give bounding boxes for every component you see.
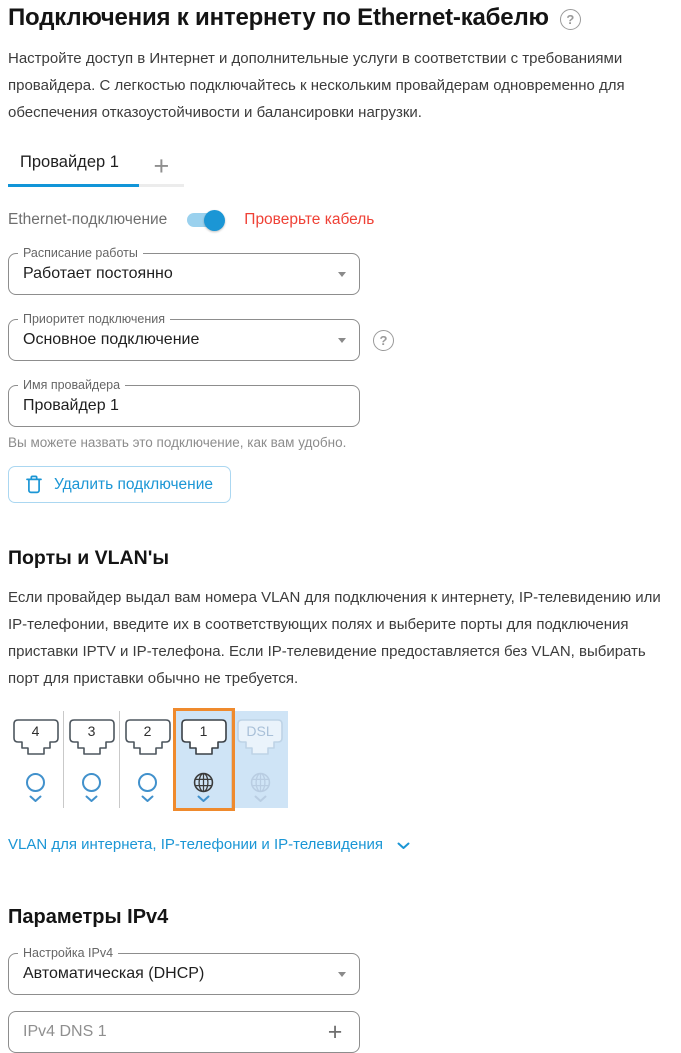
schedule-select[interactable] (8, 246, 360, 295)
port-label: 3 (87, 723, 96, 739)
chevron-down-icon (85, 795, 98, 803)
page-help-icon[interactable]: ? (560, 9, 581, 30)
ipv4-mode-label: Настройка IPv4 (18, 945, 118, 961)
port-1-selected[interactable] (176, 711, 232, 808)
ports-section-title: Порты и VLAN'ы (8, 547, 169, 569)
provider-name-helper-text: Вы можете назвать это подключение, как вам удобно. (8, 435, 347, 450)
ethernet-port-icon (125, 718, 171, 758)
delete-connection-button[interactable] (8, 466, 231, 503)
port-role-unassigned-icon (138, 771, 157, 793)
chevron-down-icon (338, 272, 346, 277)
port-dsl-disabled (232, 711, 288, 808)
provider-name-field-wrap (8, 378, 360, 427)
priority-row (8, 295, 673, 361)
ethernet-port-icon (237, 718, 283, 758)
ethernet-toggle[interactable] (187, 213, 222, 227)
port-role-unassigned-icon (82, 771, 101, 793)
page-intro-text: Настройте доступ в Интернет и дополнительные услуги в соответствии с требованиями провайдера. С легкостью подключайтесь к нескольким провайдерам одновременно для обеспечения отказоустойчивости и балансировки нагрузки. (8, 50, 625, 121)
vlan-settings-expander[interactable] (8, 836, 410, 853)
chevron-down-icon (338, 972, 346, 977)
ipv4-dns1-input[interactable] (23, 1023, 325, 1041)
delete-connection-label: Удалить подключение (54, 475, 214, 493)
page-title: Подключения к интернету по Ethernet-кабелю (8, 4, 549, 31)
port-3[interactable] (64, 711, 120, 808)
tab-provider-1[interactable]: Провайдер 1 (8, 153, 139, 187)
vlan-settings-link-label: VLAN для интернета, IP-телефонии и IP-телевидения (8, 836, 383, 853)
ethernet-toggle-label: Ethernet-подключение (8, 211, 168, 228)
ipv4-mode-select[interactable] (8, 946, 360, 995)
internet-globe-icon (193, 771, 214, 793)
port-label: 2 (143, 723, 152, 739)
port-label: DSL (246, 723, 274, 739)
ipv4-section-title: Параметры IPv4 (8, 906, 169, 928)
ports-section-description: Если провайдер выдал вам номера VLAN для подключения к интернету, IP-телевидению или IP-телефонии, введите их в соответствующих полях и выберите порты для подключения приставки IPTV и IP-телефона. Если IP-телевидение предоставляется без VLAN, выбирать порт для приставки обычно не требуется. (8, 589, 661, 687)
ethernet-port-icon (69, 718, 115, 758)
chevron-down-icon (254, 795, 267, 803)
cable-warning-text: Проверьте кабель (244, 211, 375, 228)
ports-diagram (8, 711, 673, 808)
chevron-down-icon (29, 795, 42, 803)
priority-select[interactable] (8, 312, 360, 361)
port-2[interactable] (120, 711, 176, 808)
chevron-down-icon (397, 842, 410, 850)
chevron-down-icon (338, 338, 346, 343)
ipv4-mode-value: Автоматическая (DHCP) (23, 965, 205, 982)
port-label: 4 (31, 723, 40, 739)
toggle-knob (204, 210, 225, 231)
add-dns-button[interactable]: + (321, 1018, 349, 1046)
chevron-down-icon (197, 795, 210, 803)
port-label: 1 (199, 723, 208, 739)
priority-help-icon[interactable]: ? (373, 330, 394, 351)
ethernet-port-icon (181, 718, 227, 758)
page-header (8, 4, 673, 32)
provider-tabs (8, 153, 673, 187)
provider-name-label: Имя провайдера (18, 377, 125, 393)
ipv4-dns1-field-wrap (8, 1011, 360, 1053)
chevron-down-icon (141, 795, 154, 803)
schedule-select-label: Расписание работы (18, 245, 143, 261)
port-4[interactable] (8, 711, 64, 808)
ethernet-port-icon (13, 718, 59, 758)
add-provider-tab-button[interactable]: + (139, 155, 184, 187)
port-role-unassigned-icon (26, 771, 45, 793)
internet-globe-icon (250, 771, 271, 793)
ethernet-toggle-row (8, 211, 673, 229)
provider-name-input[interactable] (23, 397, 325, 415)
priority-select-value: Основное подключение (23, 331, 200, 348)
trash-icon (26, 475, 42, 494)
priority-select-label: Приоритет подключения (18, 311, 170, 327)
schedule-select-value: Работает постоянно (23, 265, 173, 282)
